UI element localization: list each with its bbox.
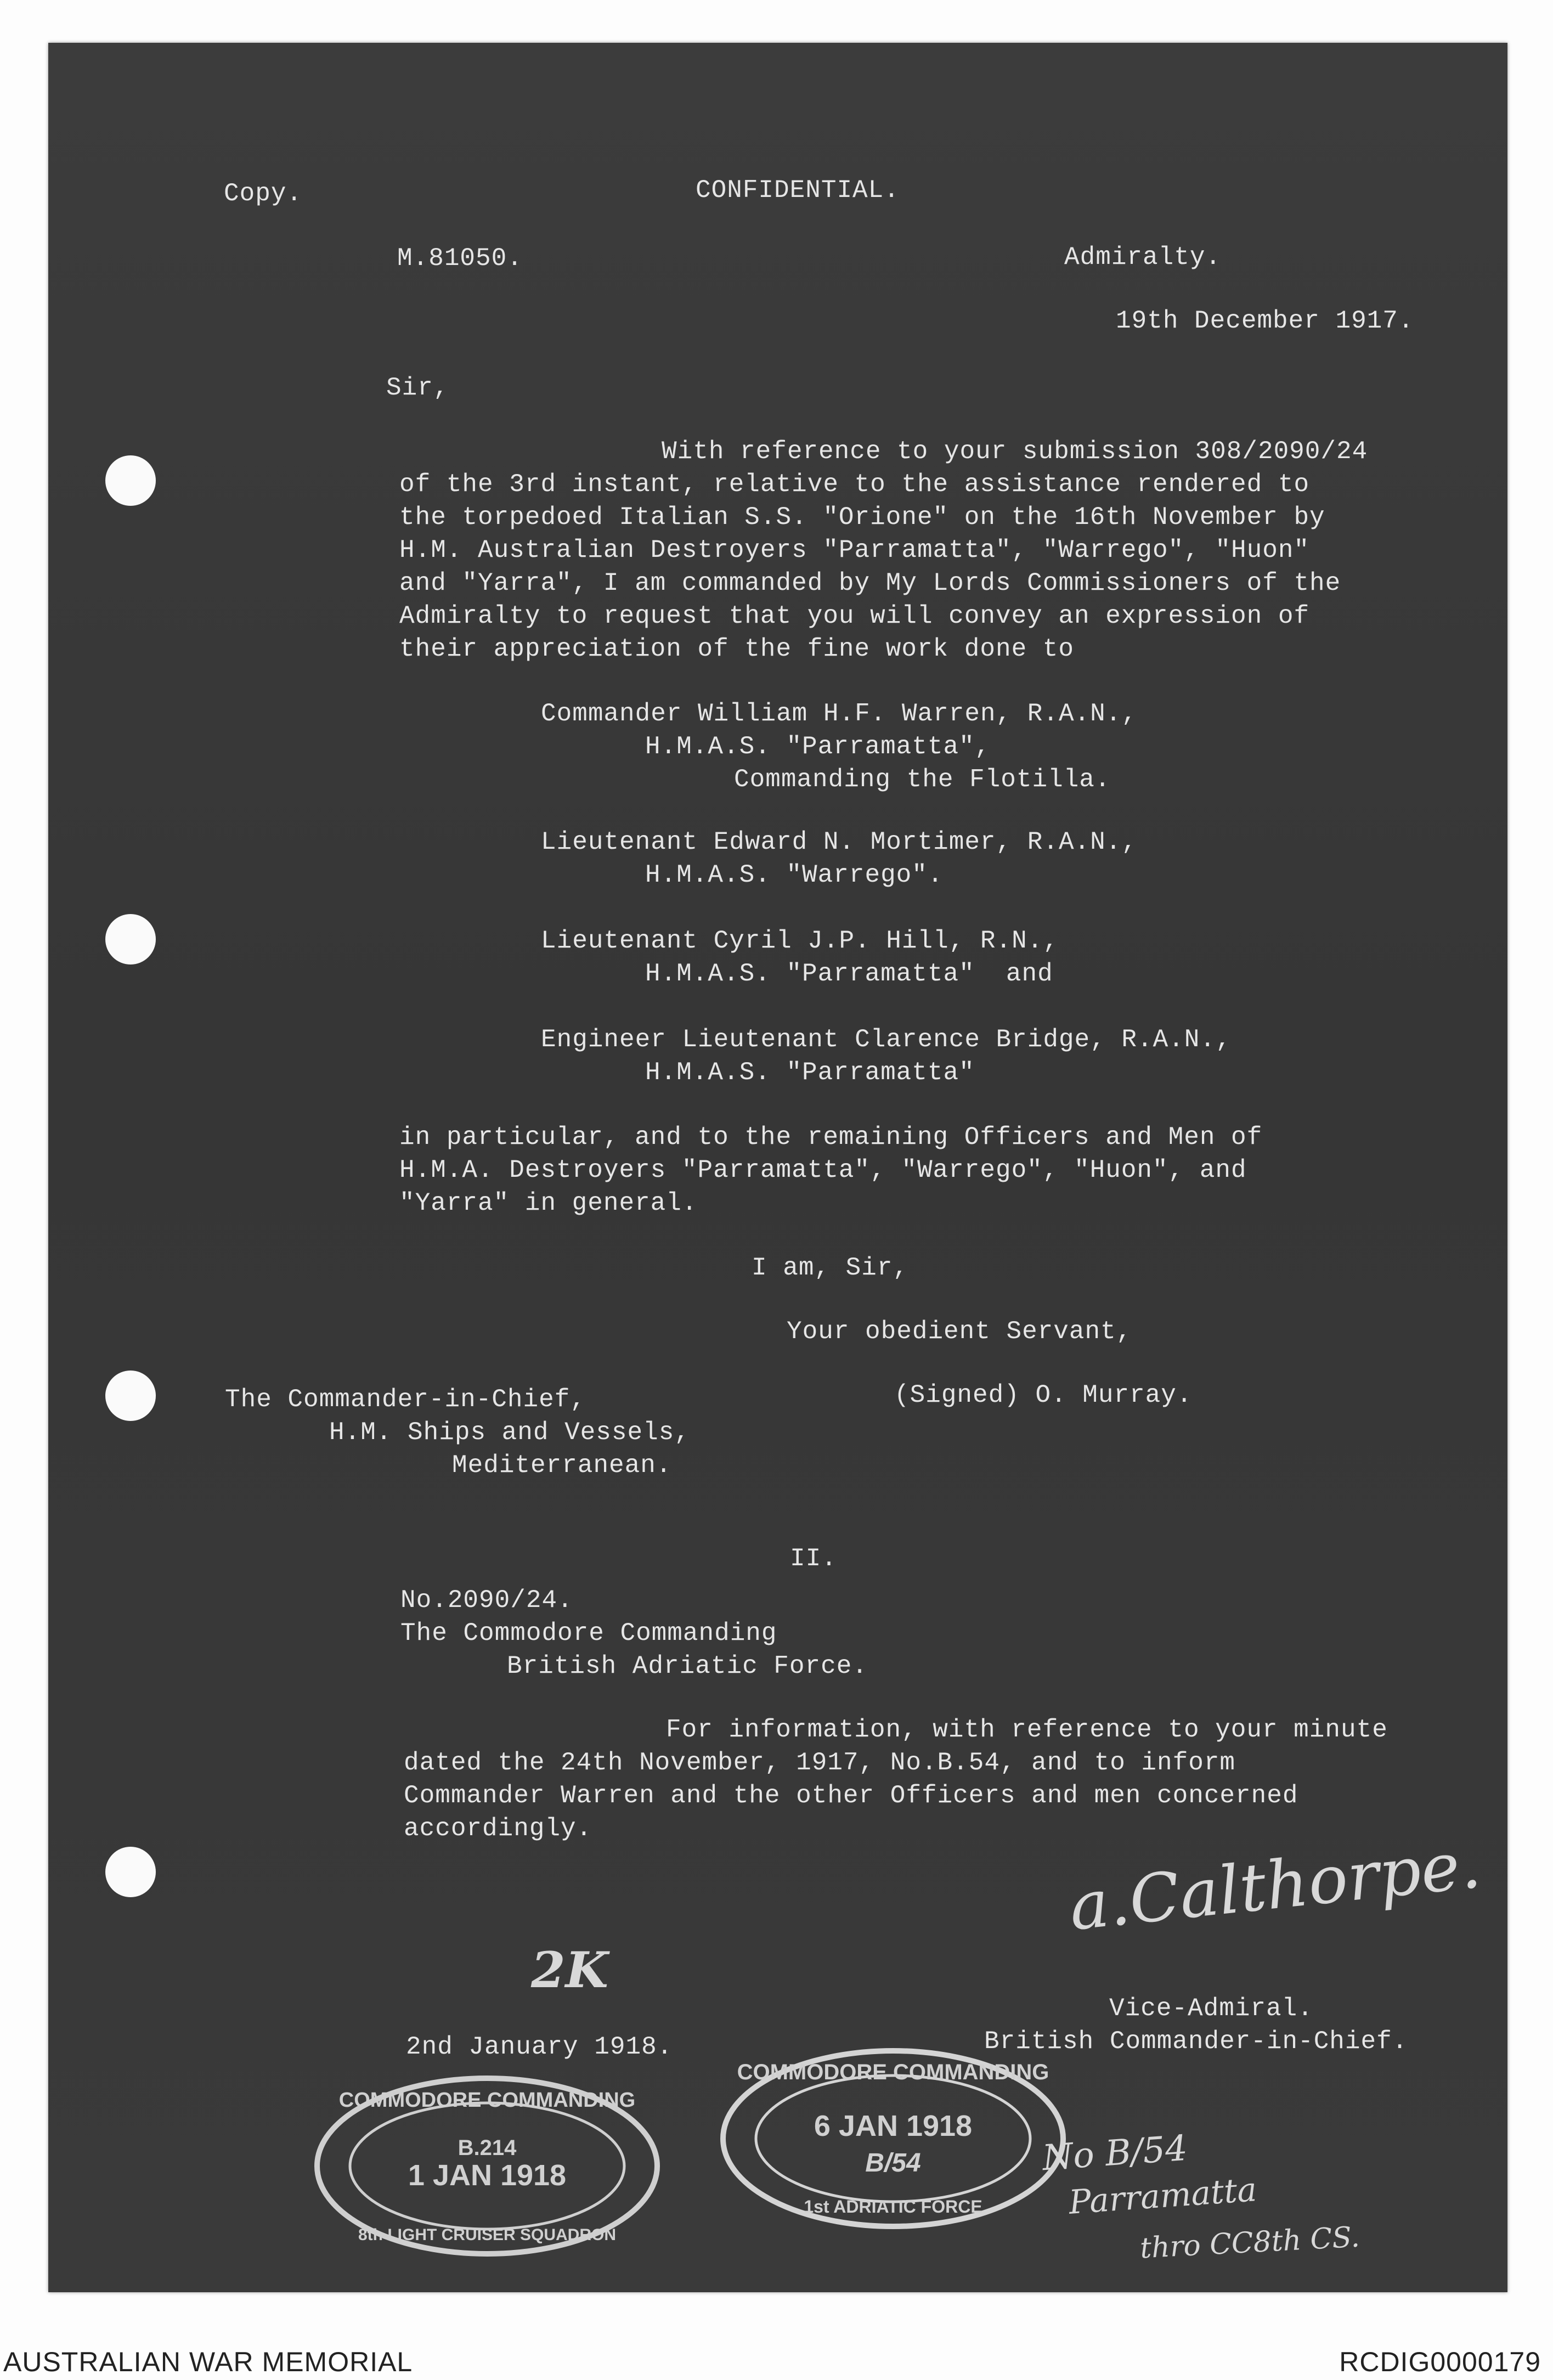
minute-body-line: For information, with reference to your minute	[666, 1716, 1388, 1744]
officer-name: Lieutenant Edward N. Mortimer, R.A.N.,	[541, 828, 1137, 856]
minute-body-line: dated the 24th November, 1917, No.B.54, and to inform	[404, 1749, 1236, 1777]
officer-ship: H.M.A.S. "Parramatta"	[645, 1058, 975, 1087]
stamp-text: 1st ADRIATIC FORCE	[804, 2197, 982, 2217]
handwritten-note: No B/54	[1041, 2128, 1189, 2179]
handwritten-note: thro CC8th CS.	[1139, 2220, 1361, 2265]
letter-date: 19th December 1917.	[1116, 307, 1414, 335]
closing-line: I am, Sir,	[752, 1254, 909, 1282]
body-line: Admiralty to request that you will convey an expression of	[399, 602, 1310, 630]
stamp-text: COMMODORE COMMANDING	[737, 2060, 1049, 2084]
body-line: and "Yarra", I am commanded by My Lords Commissioners of the	[399, 569, 1341, 597]
body-line: the torpedoed Italian S.S. "Orione" on the 16th November by	[399, 503, 1325, 532]
body-line: in particular, and to the remaining Officers and Men of	[399, 1123, 1263, 1152]
minute-date: 2nd January 1918.	[406, 2033, 673, 2061]
minute-number: No.2090/24.	[400, 1586, 573, 1615]
origin: Admiralty.	[1064, 243, 1222, 272]
officer-role: Commanding the Flotilla.	[734, 765, 1111, 794]
body-line: of the 3rd instant, relative to the assistance rendered to	[399, 470, 1310, 499]
body-line: H.M. Australian Destroyers "Parramatta", "Warrego", "Huon"	[399, 536, 1310, 565]
stamp-date: 6 JAN 1918	[814, 2110, 973, 2142]
right-stamp	[718, 2045, 1069, 2232]
minute-recipient: The Commodore Commanding	[400, 1619, 777, 1648]
body-line: With reference to your submission 308/2090/24	[662, 437, 1368, 466]
officer-name: Commander William H.F. Warren, R.A.N.,	[541, 700, 1137, 728]
left-stamp	[312, 2073, 663, 2259]
punch-hole	[105, 1847, 156, 1897]
punch-hole	[105, 914, 156, 965]
punch-hole	[105, 1371, 156, 1421]
stamp-date: 1 JAN 1918	[408, 2159, 567, 2192]
reference-number: M.81050.	[397, 244, 523, 273]
minute-numeral: II.	[790, 1544, 837, 1573]
handwritten-initials: 2K	[531, 1941, 608, 1999]
stamp-text: COMMODORE COMMANDING	[338, 2089, 636, 2112]
minute-body-line: Commander Warren and the other Officers and men concerned	[404, 1781, 1298, 1810]
document-sheet	[48, 43, 1507, 2292]
signatory-title: British Commander-in-Chief.	[984, 2027, 1408, 2056]
addressee-line: Mediterranean.	[452, 1451, 672, 1480]
handwritten-signature: a.Calthorpe.	[1065, 1826, 1484, 1945]
officer-ship: H.M.A.S. "Warrego".	[645, 861, 944, 889]
addressee-line: H.M. Ships and Vessels,	[329, 1418, 690, 1447]
officer-ship: H.M.A.S. "Parramatta",	[645, 732, 991, 761]
stamp-text: B.214	[458, 2136, 517, 2160]
footer-source: AUSTRALIAN WAR MEMORIAL	[3, 2347, 413, 2377]
salutation: Sir,	[386, 374, 449, 402]
footer-id: RCDIG0000179	[1339, 2347, 1541, 2377]
classification: CONFIDENTIAL.	[696, 176, 900, 205]
body-line: their appreciation of the fine work done to	[399, 635, 1074, 663]
minute-recipient: British Adriatic Force.	[507, 1652, 868, 1680]
signed-line: (Signed) O. Murray.	[894, 1381, 1193, 1409]
stamp-text: B/54	[865, 2148, 921, 2178]
copy-label: Copy.	[224, 179, 303, 208]
officer-name: Lieutenant Cyril J.P. Hill, R.N.,	[541, 927, 1059, 955]
body-line: "Yarra" in general.	[399, 1189, 698, 1217]
officer-ship: H.M.A.S. "Parramatta" and	[645, 960, 1053, 988]
signatory-title: Vice-Admiral.	[1109, 1994, 1313, 2023]
closing-line: Your obedient Servant,	[787, 1317, 1132, 1346]
minute-body-line: accordingly.	[404, 1814, 592, 1843]
handwritten-note: Parramatta	[1067, 2170, 1258, 2222]
punch-hole	[105, 455, 156, 506]
addressee-line: The Commander-in-Chief,	[225, 1385, 586, 1414]
officer-name: Engineer Lieutenant Clarence Bridge, R.A.N.,	[541, 1025, 1232, 1054]
body-line: H.M.A. Destroyers "Parramatta", "Warrego", "Huon", and	[399, 1156, 1247, 1185]
stamp-text: 8th LIGHT CRUISER SQUADRON	[358, 2226, 617, 2244]
